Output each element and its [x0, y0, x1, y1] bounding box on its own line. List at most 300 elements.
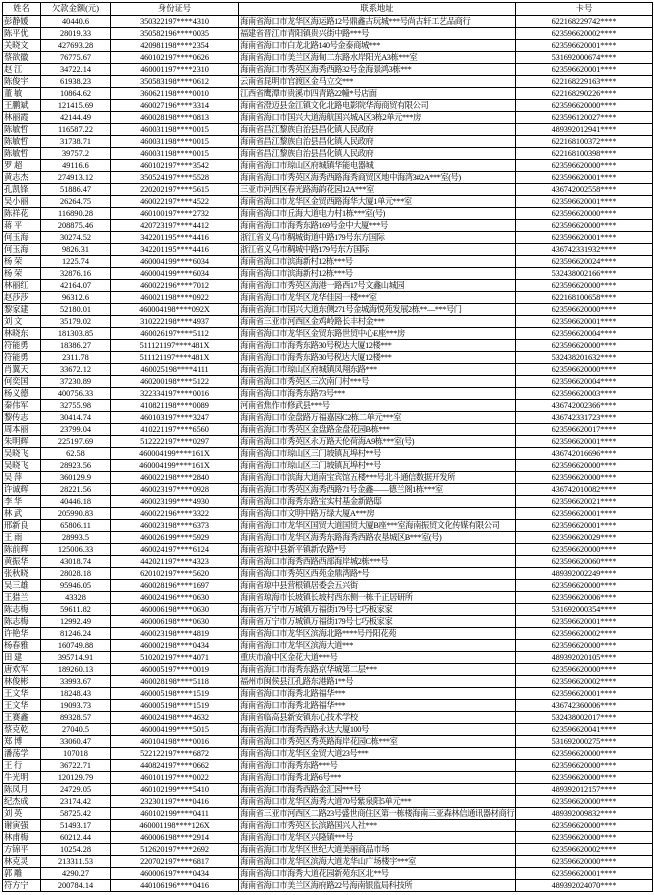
cell-id-number: 460025198****4111	[111, 364, 239, 376]
cell-name: 唐欢军	[3, 664, 41, 676]
cell-id-number: 460004199****6034	[111, 268, 239, 280]
cell-address: 海南省海口市龙华区龙华佳园一楼***室	[239, 292, 516, 304]
cell-amount: 395714.91	[41, 652, 111, 664]
cell-amount: 42164.07	[41, 280, 111, 292]
cell-name: 符能勇	[3, 352, 41, 364]
cell-address: 海南省海口市秀英区西苑金鼎湾路*号	[239, 568, 516, 580]
cell-card-number: 623596620000****	[516, 832, 653, 844]
cell-address: 海南省海口市龙华区海秀东路海秀西路农垦城区B***室(号)	[239, 532, 516, 544]
cell-card-number: 623596620000****	[516, 856, 653, 868]
cell-amount: 39757.2	[41, 148, 111, 160]
cell-card-number: 622168229163****	[516, 76, 653, 88]
table-row	[3, 832, 653, 844]
cell-address: 海南省海口市海秀大道花园新苑东区北**号	[239, 868, 516, 880]
cell-name: 杨 荣	[3, 256, 41, 268]
cell-name: 陈志梅	[3, 616, 41, 628]
cell-id-number: 460004198****092X	[111, 304, 239, 316]
table-row	[3, 796, 653, 808]
cell-id-number: 460004199****5015	[111, 724, 239, 736]
cell-card-number: 623596620004****	[516, 328, 653, 340]
table-row	[3, 196, 653, 208]
cell-name: 吴小丽	[3, 196, 41, 208]
cell-address: 海南省海口市龙华区滨海大道***	[239, 640, 516, 652]
cell-address: 海南省海口市琼山区三门坡镇瓦埠村**号	[239, 448, 516, 460]
cell-card-number: 623596620000****	[516, 820, 653, 832]
cell-card-number: 623596620006****	[516, 592, 653, 604]
cell-card-number: 436742331932****	[516, 244, 653, 256]
cell-address: 海南省海口市海秀东路169号金中大厦***号	[239, 220, 516, 232]
cell-address: 江西省鹰潭市贵溪市四青路22幢*号店面	[239, 88, 516, 100]
table-row	[3, 400, 653, 412]
table-row	[3, 592, 653, 604]
cell-address: 海南省海口市美兰区海甸二东路水岸阳光A3栋***室	[239, 52, 516, 64]
cell-id-number: 460001198****126X	[111, 820, 239, 832]
cell-id-number: 410821198****0089	[111, 400, 239, 412]
cell-card-number: 622168100398****	[516, 148, 653, 160]
cell-amount: 23799.04	[41, 424, 111, 436]
table-row	[3, 76, 653, 88]
cell-address: 海南省海口市龙华区国贸大道国贸大厦B座***室海南振贸文化传媒有限公司	[239, 520, 516, 532]
table-row	[3, 628, 653, 640]
cell-id-number: 460022196****7012	[111, 280, 239, 292]
cell-card-number: 623596620000****	[516, 760, 653, 772]
cell-name: 赵莎莎	[3, 292, 41, 304]
cell-name: 林克灵	[3, 856, 41, 868]
cell-name: 王鹏斌	[3, 100, 41, 112]
cell-address: 海南省海口市海秀东路30号税达大厦12楼***	[239, 340, 516, 352]
cell-id-number: 460002198****0434	[111, 640, 239, 652]
cell-address: 河南省焦作市修武县***号	[239, 400, 516, 412]
cell-id-number: 440106196****0416	[111, 880, 239, 892]
table-row	[3, 460, 653, 472]
cell-id-number: 350524197****5528	[111, 172, 239, 184]
cell-amount: 125006.33	[41, 544, 111, 556]
cell-amount: 33993.67	[41, 676, 111, 688]
cell-name: 谢寅强	[3, 820, 41, 832]
table-row	[3, 568, 653, 580]
cell-address: 海南省海口市龙华区海秀大道70号紫泉阳5单元***	[239, 796, 516, 808]
cell-card-number: 436742002558****	[516, 184, 653, 196]
cell-address: 海南省海口市琼山区府城镇华能电器城	[239, 160, 516, 172]
cell-address: 浙江省义乌市稠城中路179号东方国际	[239, 244, 516, 256]
cell-card-number: 623596620000****	[516, 640, 653, 652]
cell-amount: 28019.33	[41, 28, 111, 40]
cell-address: 海南省海口市滨海新村12栋***号	[239, 256, 516, 268]
cell-card-number: 623596620000****	[516, 664, 653, 676]
table-row	[3, 28, 653, 40]
cell-amount: 51493.17	[41, 820, 111, 832]
cell-amount: 62.58	[41, 448, 111, 460]
table-row	[3, 100, 653, 112]
cell-address: 海南省海口市龙华区世纪大道美丽商品市场	[239, 844, 516, 856]
cell-id-number: 460026199****5929	[111, 532, 239, 544]
cell-amount: 51886.47	[41, 184, 111, 196]
cell-id-number: 460031198****0015	[111, 136, 239, 148]
cell-card-number: 623596620029****	[516, 532, 653, 544]
table-row	[3, 688, 653, 700]
cell-id-number: 460021198****0922	[111, 292, 239, 304]
cell-id-number: 342201195****4416	[111, 232, 239, 244]
cell-card-number: 532438002166****	[516, 268, 653, 280]
table-row	[3, 484, 653, 496]
table-row	[3, 436, 653, 448]
cell-amount: 34722.14	[41, 64, 111, 76]
cell-amount: 189260.13	[41, 664, 111, 676]
cell-amount: 181303.85	[41, 328, 111, 340]
cell-card-number: 623596620000****	[516, 748, 653, 760]
cell-amount: 23174.42	[41, 796, 111, 808]
cell-name: 方锦平	[3, 844, 41, 856]
cell-card-number: 623596620001****	[516, 316, 653, 328]
cell-address: 海南省万宁市万城镇万福街179号七巧板家家	[239, 616, 516, 628]
cell-address: 海南省海口市秀英区海秀西路海秀商贸区地中海湾3#2A***室(号)	[239, 172, 516, 184]
cell-card-number: 436742360006****	[516, 700, 653, 712]
cell-card-number: 623596620001****	[516, 232, 653, 244]
cell-card-number: 622168229742****	[516, 16, 653, 28]
cell-id-number: 522122197****6872	[111, 748, 239, 760]
cell-amount: 28993.5	[41, 532, 111, 544]
table-body	[3, 16, 653, 892]
cell-amount: 9826.31	[41, 244, 111, 256]
cell-name: 刘 英	[3, 808, 41, 820]
cell-address: 云南省昆明市官渡区金马立交***	[239, 76, 516, 88]
cell-name: 林 武	[3, 508, 41, 520]
cell-address: 福建省晋江市青阳镇贵兴街中路***号	[239, 28, 516, 40]
table-row	[3, 88, 653, 100]
cell-id-number: 342201195****4416	[111, 244, 239, 256]
cell-name: 符方宁	[3, 880, 41, 892]
cell-name: 陈敏哲	[3, 124, 41, 136]
cell-name: 蔡克乾	[3, 724, 41, 736]
cell-amount: 205990.83	[41, 508, 111, 520]
cell-address: 海南省海口市海秀东路宝实村基金新路邸	[239, 496, 516, 508]
table-row	[3, 556, 653, 568]
cell-amount: 4290.27	[41, 868, 111, 880]
cell-address: 海南省海口市龙华区金贸东路世贸中心E座***房	[239, 328, 516, 340]
cell-address: 海南省昌江黎族自治县昌化镇人民政府	[239, 124, 516, 136]
cell-amount: 208875.46	[41, 220, 111, 232]
cell-address: 海南省海口市海秀西路西部海岸城2栋***号	[239, 556, 516, 568]
cell-id-number: 460100197****2732	[111, 208, 239, 220]
cell-name: 王文华	[3, 688, 41, 700]
cell-id-number: 460026197****5112	[111, 328, 239, 340]
table-row	[3, 544, 653, 556]
cell-amount: 18248.43	[41, 688, 111, 700]
cell-amount: 26264.75	[41, 196, 111, 208]
cell-amount: 121415.69	[41, 100, 111, 112]
cell-card-number: 489392020105****	[516, 652, 653, 664]
cell-card-number: 623596620000****	[516, 796, 653, 808]
cell-address: 海南省昌江黎族自治县昌化镇人民政府	[239, 148, 516, 160]
cell-name: 关晓文	[3, 40, 41, 52]
cell-amount: 120129.79	[41, 772, 111, 784]
cell-address: 海南省琼中县新平镇新农路*号	[239, 544, 516, 556]
table-row	[3, 772, 653, 784]
cell-id-number: 460027196****3314	[111, 100, 239, 112]
cell-name: 邢新良	[3, 520, 41, 532]
header-id-number: 身份证号	[111, 3, 239, 16]
cell-card-number: 532438002017****	[516, 712, 653, 724]
cell-name: 何玉海	[3, 232, 41, 244]
table-row	[3, 868, 653, 880]
cell-address: 海南省海口市丘海大道电力村1栋***室(号)	[239, 208, 516, 220]
table-row	[3, 280, 653, 292]
cell-address: 海南省海口市海秀东路73号***	[239, 388, 516, 400]
cell-card-number: 531692000275****	[516, 736, 653, 748]
cell-address: 海南省三亚市河西区二路23号盛世商住区第一栋楼海南三亚森林信通讯器材商行	[240, 809, 515, 818]
cell-card-number: 623596620000****	[516, 220, 653, 232]
table-row	[3, 808, 653, 820]
cell-card-number: 623596620002****	[516, 28, 653, 40]
table-row	[3, 172, 653, 184]
header-amount: 欠款金额(元)	[41, 3, 111, 16]
table-row	[3, 268, 653, 280]
cell-card-number: 623596620000****	[516, 100, 653, 112]
header-card-number: 卡号	[516, 3, 653, 16]
cell-address: 海南省海口市国兴大道东侧271号金城海悦苑发展2栋**—***号门	[239, 304, 516, 316]
cell-id-number: 460023198****4819	[111, 628, 239, 640]
cell-id-number: 460006198****0630	[111, 616, 239, 628]
cell-id-number: 440824197****0662	[111, 760, 239, 772]
cell-name: 牛光明	[3, 772, 41, 784]
cell-id-number: 460005198****1519	[111, 688, 239, 700]
cell-card-number: 623596620002****	[516, 844, 653, 856]
cell-name: 陈平优	[3, 28, 41, 40]
table-row	[3, 604, 653, 616]
cell-id-number: 420981198****2354	[111, 40, 239, 52]
cell-amount: 40440.6	[41, 16, 111, 28]
cell-address: 海南省海口市秀英区长滨路国兴人社***	[239, 820, 516, 832]
cell-name: 王猎兰	[3, 592, 41, 604]
table-row	[3, 496, 653, 508]
cell-card-number: 623596620001****	[516, 616, 653, 628]
cell-address: 福州市闽侯县江孔路东港路1**号	[239, 676, 516, 688]
cell-card-number: 623596620000****	[516, 460, 653, 472]
cell-name: 陈前辉	[3, 544, 41, 556]
cell-amount: 116890.28	[41, 208, 111, 220]
cell-id-number: 350582196****0035	[111, 28, 239, 40]
header-name: 姓名	[3, 3, 41, 16]
cell-amount: 427693.28	[41, 40, 111, 52]
cell-id-number: 460102199****0411	[111, 808, 239, 820]
cell-amount: 10254.28	[41, 844, 111, 856]
cell-amount: 33060.47	[41, 736, 111, 748]
table-row	[3, 160, 653, 172]
cell-name: 林丽霞	[3, 112, 41, 124]
table-row	[3, 388, 653, 400]
cell-name: 杨春雅	[3, 640, 41, 652]
cell-card-number: 623596620000****	[516, 304, 653, 316]
cell-address: 海南省海口市文明中路万绿大厦A***房	[239, 508, 516, 520]
cell-card-number: 531692000674****	[516, 52, 653, 64]
cell-address: 海南省海口市滨海大道南宝宾馆五楼***号北斗通信数据开发所	[239, 472, 516, 484]
cell-amount: 89328.57	[41, 712, 111, 724]
cell-id-number: 460104198****0016	[111, 736, 239, 748]
cell-amount: 35179.02	[41, 316, 111, 328]
cell-amount: 96312.6	[41, 292, 111, 304]
table-row	[3, 508, 653, 520]
cell-id-number: 460004199****161X	[111, 460, 239, 472]
cell-card-number: 531692000354****	[516, 604, 653, 616]
cell-card-number: 623596620024****	[516, 256, 653, 268]
cell-card-number: 623596620000****	[516, 472, 653, 484]
cell-amount: 274913.12	[41, 172, 111, 184]
cell-name: 黄振华	[3, 556, 41, 568]
cell-id-number: 310222198****4937	[111, 316, 239, 328]
cell-card-number: 622168100372****	[516, 136, 653, 148]
cell-id-number: 220202197****5615	[111, 184, 239, 196]
cell-card-number: 623596620000****	[516, 160, 653, 172]
cell-address: 海南省海口市白龙北路140号金泰商城***	[239, 40, 516, 52]
cell-name: 许诚辉	[3, 484, 41, 496]
table-row	[3, 880, 653, 892]
cell-id-number: 511121197****481X	[111, 352, 239, 364]
cell-amount: 360129.9	[41, 472, 111, 484]
cell-card-number: 436742010082****	[516, 484, 653, 496]
cell-id-number: 460031198****0015	[111, 148, 239, 160]
cell-address: 浙江省义乌市稠城街道中路179号东方国际	[239, 232, 516, 244]
cell-address: 海南省海口市国兴大道海航国兴城A区3栋2单元***房	[239, 112, 516, 124]
cell-name: 孔凯锋	[3, 184, 41, 196]
cell-name: 黎家建	[3, 304, 41, 316]
cell-name: 陈敏哲	[3, 148, 41, 160]
cell-id-number: 460102197****3542	[111, 160, 239, 172]
cell-address: 海南省海口市海秀北路福华***	[239, 700, 516, 712]
cell-address: 海南省海口市秀英区秀英路海岸花园C栋***室	[239, 736, 516, 748]
cell-address: 海南省海口市龙华区金贸西路海华大厦1单元***室	[239, 196, 516, 208]
cell-amount: 65806.11	[41, 520, 111, 532]
table-row	[3, 364, 653, 376]
cell-address: 海南省昌江黎族自治县昌化镇人民政府	[239, 136, 516, 148]
cell-id-number: 460022198****2840	[111, 472, 239, 484]
table-row	[3, 232, 653, 244]
cell-name: 王文华	[3, 700, 41, 712]
cell-amount: 30414.74	[41, 412, 111, 424]
table-row	[3, 676, 653, 688]
cell-id-number: 460102199****5410	[111, 784, 239, 796]
cell-name: 肖翼天	[3, 364, 41, 376]
table-row	[3, 16, 653, 28]
cell-id-number: 460024196****0630	[111, 592, 239, 604]
cell-amount: 28221.56	[41, 484, 111, 496]
cell-id-number: 420723197****4412	[111, 220, 239, 232]
cell-amount: 200784.14	[41, 880, 111, 892]
cell-name: 陈凤月	[3, 784, 41, 796]
cell-card-number: 623596620000****	[516, 340, 653, 352]
cell-name: 陈志梅	[3, 604, 41, 616]
table-row	[3, 640, 653, 652]
cell-name: 黎传志	[3, 412, 41, 424]
cell-name: 许艳华	[3, 628, 41, 640]
cell-name: 吴 萍	[3, 472, 41, 484]
cell-id-number: 460028198****0813	[111, 112, 239, 124]
cell-amount: 61938.23	[41, 76, 111, 88]
cell-name: 田 建	[3, 652, 41, 664]
cell-card-number: 622168100658****	[516, 292, 653, 304]
table-row	[3, 376, 653, 388]
cell-card-number: 622168290226****	[516, 88, 653, 100]
cell-id-number: 220702197****6817	[111, 856, 239, 868]
cell-name: 纪杰成	[3, 796, 41, 808]
cell-name: 何奕国	[3, 376, 41, 388]
cell-id-number: 460023197****0928	[111, 484, 239, 496]
table-row	[3, 424, 653, 436]
table-row	[3, 664, 653, 676]
table-row	[3, 580, 653, 592]
cell-id-number: 460006198****2914	[111, 832, 239, 844]
table-row	[3, 748, 653, 760]
cell-card-number: 623596620001****	[516, 688, 653, 700]
cell-address: 海南省海口市龙华区兴隆镇***号	[239, 832, 516, 844]
cell-address: 海南省海口市海秀东路京华城第二层***	[239, 664, 516, 676]
cell-id-number: 511121197****481X	[111, 340, 239, 352]
table-row	[3, 340, 653, 352]
cell-address: 海南省海口市秀英区海秀西路32号金海景鸿3栋***	[239, 64, 516, 76]
cell-id-number: 620102197****5620	[111, 568, 239, 580]
cell-amount: 2311.78	[41, 352, 111, 364]
cell-id-number: 460101197****0022	[111, 772, 239, 784]
cell-id-number: 460022196****3322	[111, 508, 239, 520]
cell-id-number: 460200198****5122	[111, 376, 239, 388]
cell-amount: 18386.27	[41, 340, 111, 352]
cell-amount: 60212.44	[41, 832, 111, 844]
table-row	[3, 112, 653, 124]
cell-address: 海南省海口市琼山区三门坡镇瓦埠村**号	[239, 460, 516, 472]
cell-name: 蒋 平	[3, 220, 41, 232]
table-row	[3, 184, 653, 196]
header-address: 联系地址	[239, 3, 516, 16]
cell-name: 杨义德	[3, 388, 41, 400]
table-row	[3, 244, 653, 256]
cell-amount: 32755.98	[41, 400, 111, 412]
table-row	[3, 316, 653, 328]
cell-amount: 30274.52	[41, 232, 111, 244]
cell-address: 海南省临高县新安镇东心技术学校	[239, 712, 516, 724]
cell-amount: 31738.71	[41, 136, 111, 148]
cell-amount: 52180.01	[41, 304, 111, 316]
cell-card-number: 623596620060****	[516, 556, 653, 568]
table-row	[3, 616, 653, 628]
cell-id-number: 410221197****6560	[111, 424, 239, 436]
cell-address: 海南省海口市秀英区海港一路西17号文鑫山城园	[239, 280, 516, 292]
cell-amount: 160749.88	[41, 640, 111, 652]
table-row	[3, 760, 653, 772]
cell-name: 何玉海	[3, 244, 41, 256]
cell-address: 海南省海口市海秀北路6号***	[239, 772, 516, 784]
cell-amount: 59611.82	[41, 604, 111, 616]
cell-card-number: 623596620001****	[516, 868, 653, 880]
table-row	[3, 856, 653, 868]
cell-id-number: 460005198****1519	[111, 700, 239, 712]
table-row	[3, 472, 653, 484]
cell-address: 海南省海口市龙华区金贸大道23号***	[239, 748, 516, 760]
cell-name: 符能勇	[3, 340, 41, 352]
cell-name: 周本丽	[3, 424, 41, 436]
cell-card-number: 623596620000****	[516, 544, 653, 556]
table-row	[3, 328, 653, 340]
cell-id-number: 512222197****0297	[111, 436, 239, 448]
cell-id-number: 350322197****4310	[111, 16, 239, 28]
cell-card-number: 623596620001****	[516, 196, 653, 208]
cell-address: 海南省海口市海秀北路福华***	[239, 688, 516, 700]
cell-address: 海南省海口市海秀西路金汇园***号	[239, 784, 516, 796]
cell-card-number: 623596620002****	[516, 628, 653, 640]
cell-card-number: 623596620000****	[516, 364, 653, 376]
cell-card-number: 436742016696****	[516, 448, 653, 460]
cell-name: 李 华	[3, 496, 41, 508]
cell-name: 郭 雕	[3, 868, 41, 880]
cell-address: 海南省海口市海秀西路永达大厦100号	[239, 724, 516, 736]
